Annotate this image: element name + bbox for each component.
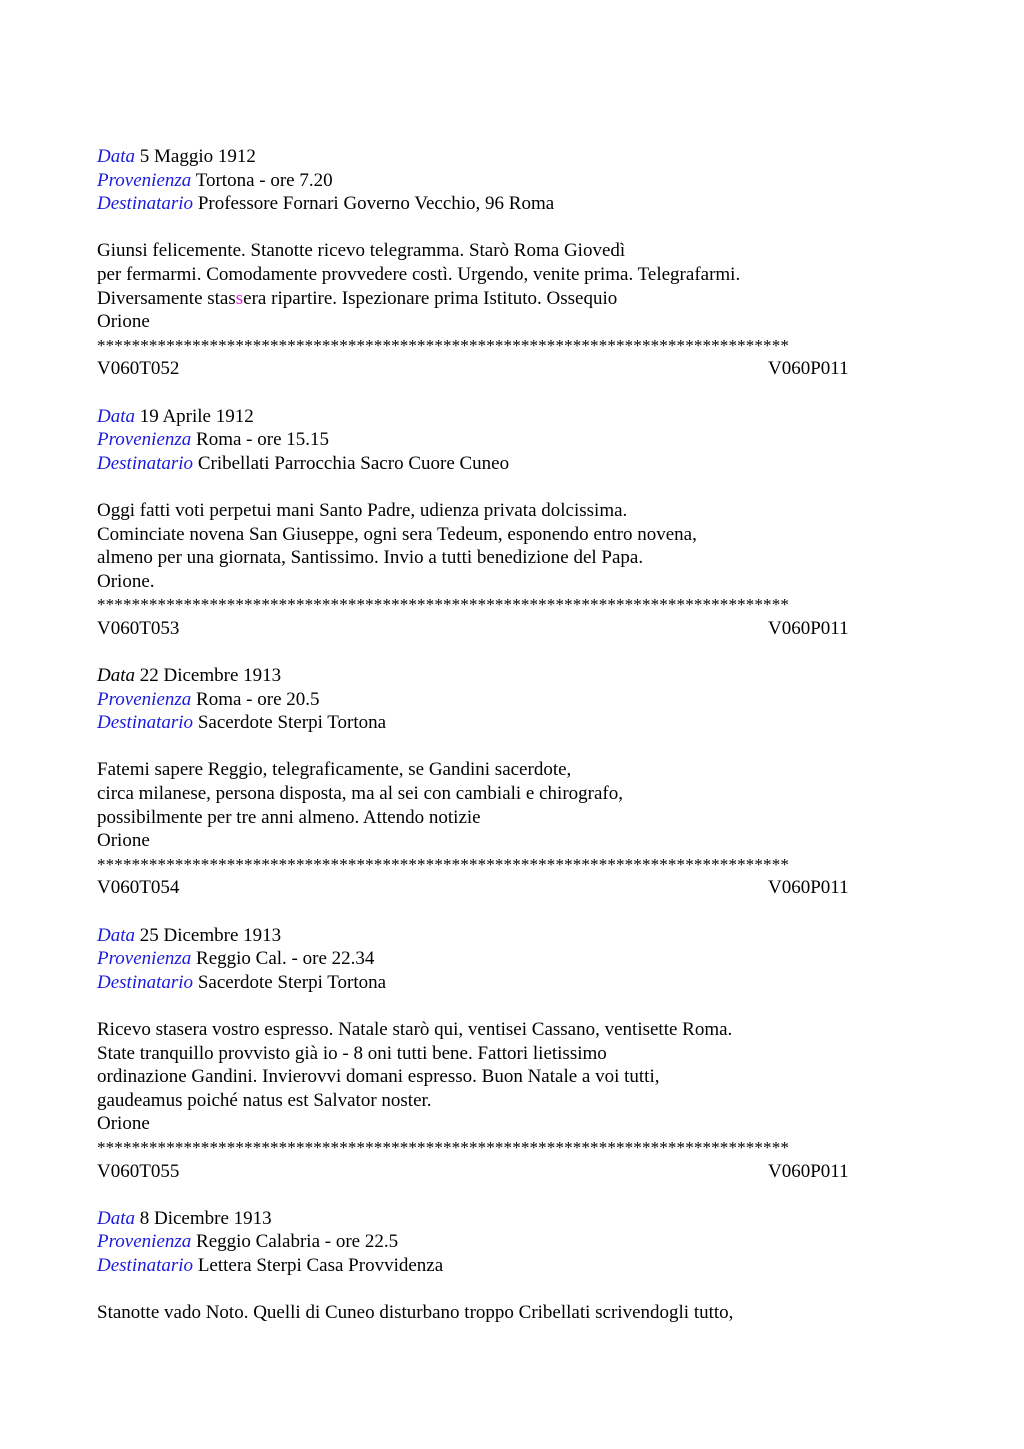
reference-row (97, 1160, 937, 1184)
recipient-label: Destinatario (97, 1254, 194, 1276)
recipient-label: Destinatario (97, 193, 194, 215)
body-line: circa milanese, persona disposta, ma al sei con cambiali e chirografo, (97, 783, 623, 805)
date-value: 25 Dicembre 1913 (139, 924, 282, 946)
telegram-code: V060T055 (97, 1160, 180, 1182)
recipient-line (97, 971, 937, 995)
origin-line (97, 1230, 937, 1254)
telegram-entry (97, 405, 937, 665)
body-line: almeno per una giornata, Santissimo. Invio a tutti benedizione del Papa. (97, 547, 644, 569)
highlighted-char: s (235, 287, 244, 309)
telegram-entry (97, 664, 937, 924)
page-code: V060P011 (768, 1160, 849, 1182)
signature: Orione. (97, 570, 155, 592)
reference-row (97, 357, 937, 381)
recipient-value: Sacerdote Sterpi Tortona (197, 712, 387, 734)
body-line: Fatemi sapere Reggio, telegraficamente, se Gandini sacerdote, (97, 759, 572, 781)
recipient-line (97, 452, 937, 476)
separator-line: ******************************************************************************** (97, 335, 789, 355)
page-code: V060P011 (768, 877, 849, 899)
origin-line (97, 688, 937, 712)
origin-value: Roma - ore 15.15 (196, 429, 330, 451)
signature: Orione (97, 830, 150, 852)
date-value: 5 Maggio 1912 (139, 146, 256, 167)
body-line: gaudeamus poiché natus est Salvator noster. (97, 1089, 432, 1111)
page-code: V060P011 (768, 617, 849, 639)
origin-label: Provenienza (97, 948, 192, 970)
origin-value: Reggio Calabria - ore 22.5 (196, 1231, 399, 1253)
telegram-code: V060T054 (97, 877, 180, 899)
recipient-label: Destinatario (97, 712, 194, 734)
telegram-entry (97, 924, 937, 1207)
date-line (97, 405, 937, 429)
telegram-code: V060T053 (97, 617, 180, 639)
separator-line: ******************************************************************************** (97, 595, 789, 615)
document-page (97, 145, 937, 1325)
date-label: Data (97, 665, 135, 687)
telegram-entry (97, 1207, 937, 1325)
body-line: Ricevo stasera vostro espresso. Natale starò qui, ventisei Cassano, ventisette Roma. (97, 1018, 733, 1040)
recipient-value: Cribellati Parrocchia Sacro Cuore Cuneo (197, 452, 510, 474)
body-line: Diversamente stassera ripartire. Ispezionare prima Istituto. Ossequio (97, 287, 618, 309)
date-value: 22 Dicembre 1913 (139, 665, 282, 687)
recipient-value: Sacerdote Sterpi Tortona (197, 971, 387, 993)
body-line: ordinazione Gandini. Invierovvi domani espresso. Buon Natale a voi tutti, (97, 1066, 660, 1088)
body-line: Cominciate novena San Giuseppe, ogni sera Tedeum, esponendo entro novena, (97, 523, 697, 545)
reference-row (97, 617, 937, 641)
origin-label: Provenienza (97, 429, 192, 451)
date-label: Data (97, 1207, 135, 1229)
origin-line (97, 169, 937, 193)
date-line (97, 924, 937, 948)
origin-line (97, 428, 937, 452)
body-line: possibilmente per tre anni almeno. Attendo notizie (97, 806, 481, 828)
body-line: per fermarmi. Comodamente provvedere costì. Urgendo, venite prima. Telegrafarmi. (97, 263, 741, 285)
body-line: Giunsi felicemente. Stanotte ricevo telegramma. Starò Roma Giovedì (97, 240, 626, 262)
telegram-entry (97, 145, 937, 405)
recipient-line (97, 711, 937, 735)
date-label: Data (97, 146, 135, 167)
origin-line (97, 947, 937, 971)
telegram-code: V060T052 (97, 358, 180, 380)
date-label: Data (97, 405, 135, 427)
recipient-value: Lettera Sterpi Casa Provvidenza (197, 1254, 444, 1276)
recipient-label: Destinatario (97, 452, 194, 474)
date-line (97, 664, 937, 688)
origin-label: Provenienza (97, 169, 192, 191)
separator-line: ******************************************************************************** (97, 1137, 789, 1157)
signature: Orione (97, 1113, 150, 1135)
reference-row (97, 876, 937, 900)
date-line (97, 1207, 937, 1231)
separator-line: ******************************************************************************** (97, 854, 789, 874)
body-line: Oggi fatti voti perpetui mani Santo Padre, udienza privata dolcissima. (97, 499, 628, 521)
date-value: 19 Aprile 1912 (139, 405, 254, 427)
recipient-line (97, 1254, 937, 1278)
body-line: Stanotte vado Noto. Quelli di Cuneo disturbano troppo Cribellati scrivendogli tutto, (97, 1302, 734, 1324)
signature: Orione (97, 311, 150, 333)
page-code: V060P011 (768, 358, 849, 380)
date-line (97, 145, 937, 169)
origin-label: Provenienza (97, 688, 192, 710)
date-value: 8 Dicembre 1913 (139, 1207, 272, 1229)
origin-value: Tortona - ore 7.20 (195, 169, 333, 191)
recipient-value: Professore Fornari Governo Vecchio, 96 Roma (197, 193, 555, 215)
origin-value: Roma - ore 20.5 (196, 688, 320, 710)
date-label: Data (97, 924, 135, 946)
recipient-line (97, 192, 937, 216)
recipient-label: Destinatario (97, 971, 194, 993)
origin-value: Reggio Cal. - ore 22.34 (196, 948, 375, 970)
origin-label: Provenienza (97, 1231, 192, 1253)
body-line: State tranquillo provvisto già io - 8 oni tutti bene. Fattori lietissimo (97, 1042, 607, 1064)
